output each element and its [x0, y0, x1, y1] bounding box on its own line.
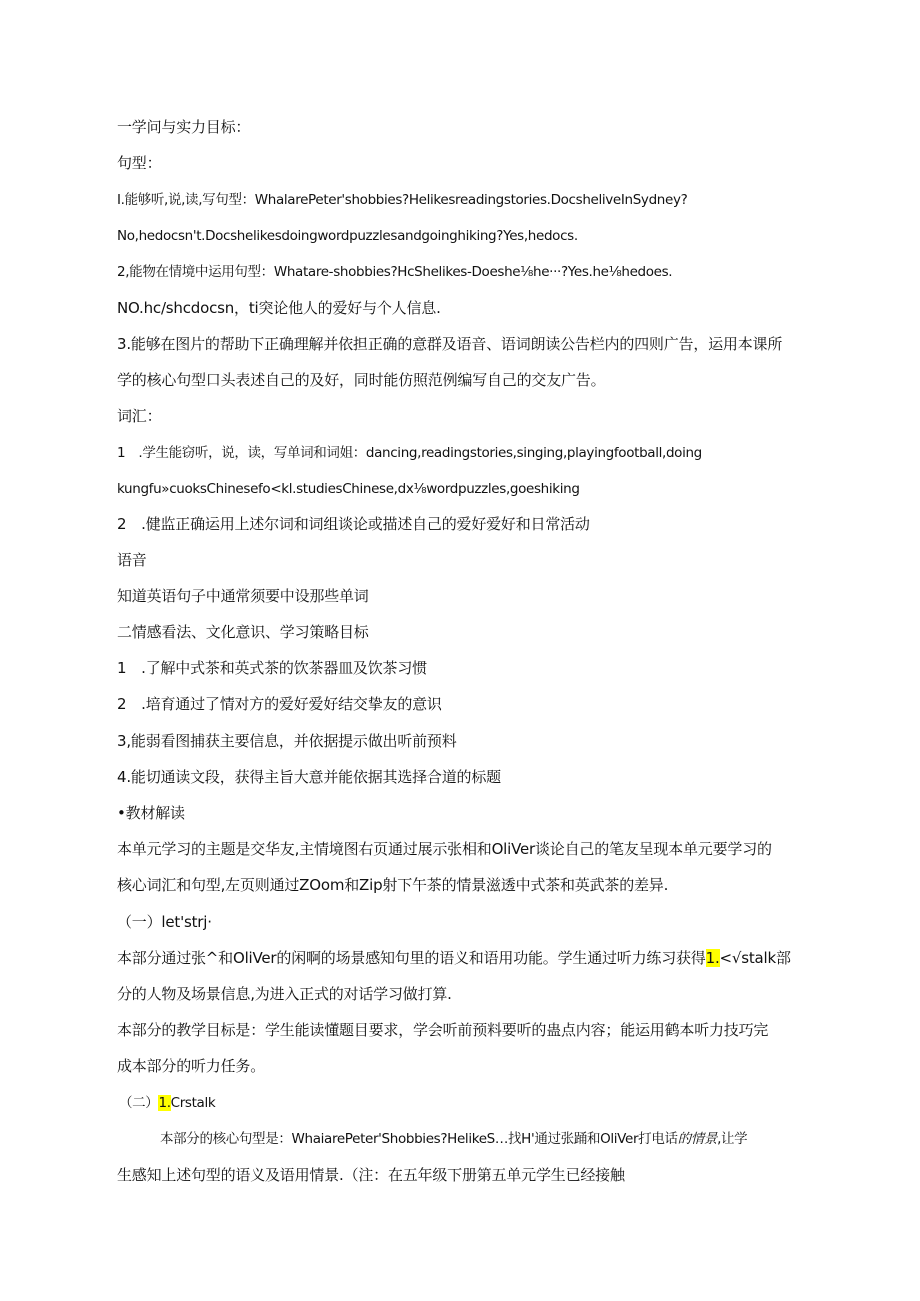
part-one-goal-line-1: 本部分的教学目标是：学生能读懂题目要求，学会听前预料要听的蛊点内容；能运用鹤本听力技巧完 — [117, 1021, 769, 1039]
textbook-paragraph-line-1: 本单元学习的主题是交华友,主情境图右页通过展示张相和OliVer谈论自己的笔友呈现本单元要学习的 — [117, 840, 772, 858]
goal-line-1: I.能够听,说,读,写句型：WhalarePeter'shobbies?Helikesreadingstories.DocsheliveInSydney? — [117, 192, 688, 208]
goal-line-3: 3.能够在图片的帮助下正确理解并依担正确的意群及语音、语词朗读公告栏内的四则广告，运用本课所 — [117, 335, 783, 353]
part-two-line-2: 生感知上述句型的语义及语用情景.（注：在五年级下册第五单元学生已经接触 — [117, 1166, 625, 1184]
attitude-line-3: 3,能弱看图捕获主要信息，并依据提示做出听前预料 — [117, 732, 457, 750]
part-two-line-1-end: ,让学 — [717, 1131, 748, 1147]
part-one-line-1-end: <√stalk部 — [719, 949, 791, 967]
goal-line-2-cont: NO.hc/shcdocsn，ti突论他人的爱好与个人信息. — [117, 299, 441, 317]
goal-line-2: 2,能物在情境中运用句型：Whatare-shobbies?HcShelikes-Doeshe⅛he···?Yes.he⅛hedoes. — [117, 264, 673, 280]
part-two-italic-text: 的情景 — [677, 1131, 718, 1147]
highlight-mark: 1. — [158, 1095, 171, 1111]
part-one-goal-line-2: 成本部分的听力任务。 — [117, 1057, 266, 1075]
section-heading-textbook: •教材解读 — [117, 804, 185, 822]
section-heading-attitudes: 二情感看法、文化意识、学习策略目标 — [117, 623, 369, 641]
vocab-line-1: 1 .学生能窃听，说，读，写单词和词姐：dancing,readingstories,singing,playingfootball,doing — [117, 445, 702, 461]
part-two-line-1-text: 本部分的核心句型是：WhaiarePeter'Shobbies?HelikeS…找H'通过张踊和OliVer打电话 — [160, 1131, 678, 1147]
part-two-heading — [119, 1093, 215, 1113]
subheading-vocabulary: 词汇： — [117, 407, 162, 425]
phonics-line: 知道英语句子中通常须要中设那些单词 — [117, 587, 369, 605]
part-one-line-1-text: 本部分通过张^和OliVer的闲啊的场景感知句里的语义和语用功能。学生通过听力练习获得 — [117, 949, 706, 967]
part-two-label: （二） — [119, 1095, 159, 1111]
attitude-line-1: 1 .了解中式茶和英式茶的饮茶器皿及饮茶习惯 — [117, 659, 427, 677]
section-heading-goals: 一学问与实力目标： — [117, 118, 251, 136]
part-one-heading: （一）let'strj· — [117, 913, 212, 931]
vocab-line-2: 2 .健监正确运用上述尔词和词组谈论或描述自己的爱好爱好和日常活动 — [117, 515, 590, 533]
subheading-phonics: 语音 — [117, 551, 147, 569]
highlight-mark: 1. — [705, 949, 720, 967]
goal-line-3-cont: 学的核心句型口头表述自己的及好，同时能仿照范例编写自己的交友广告。 — [117, 371, 606, 389]
part-one-line-2: 分的人物及场景信息,为进入正式的对话学习做打算. — [117, 985, 452, 1003]
part-two-title: Crstalk — [170, 1095, 216, 1111]
subheading-sentence-patterns: 句型： — [117, 154, 162, 172]
textbook-paragraph-line-2: 核心词汇和句型,左页则通过ZOom和Zip射下午茶的情景滋透中式茶和英武茶的差异. — [117, 876, 669, 894]
attitude-line-4: 4.能切通读文段，获得主旨大意并能依据其选择合道的标题 — [117, 768, 501, 786]
attitude-line-2: 2 .培育通过了情对方的爱好爱好结交挚友的意识 — [117, 695, 442, 713]
goal-line-1-cont: No,hedocsn't.Docshelikesdoingwordpuzzlesandgoinghiking?Yes,hedocs. — [117, 228, 578, 244]
part-two-line-1 — [160, 1129, 747, 1149]
vocab-line-1-cont: kungfu»cuoksChinesefo<kl.studiesChinese,dx⅛wordpuzzles,goeshiking — [117, 481, 580, 497]
part-one-line-1 — [117, 948, 791, 968]
